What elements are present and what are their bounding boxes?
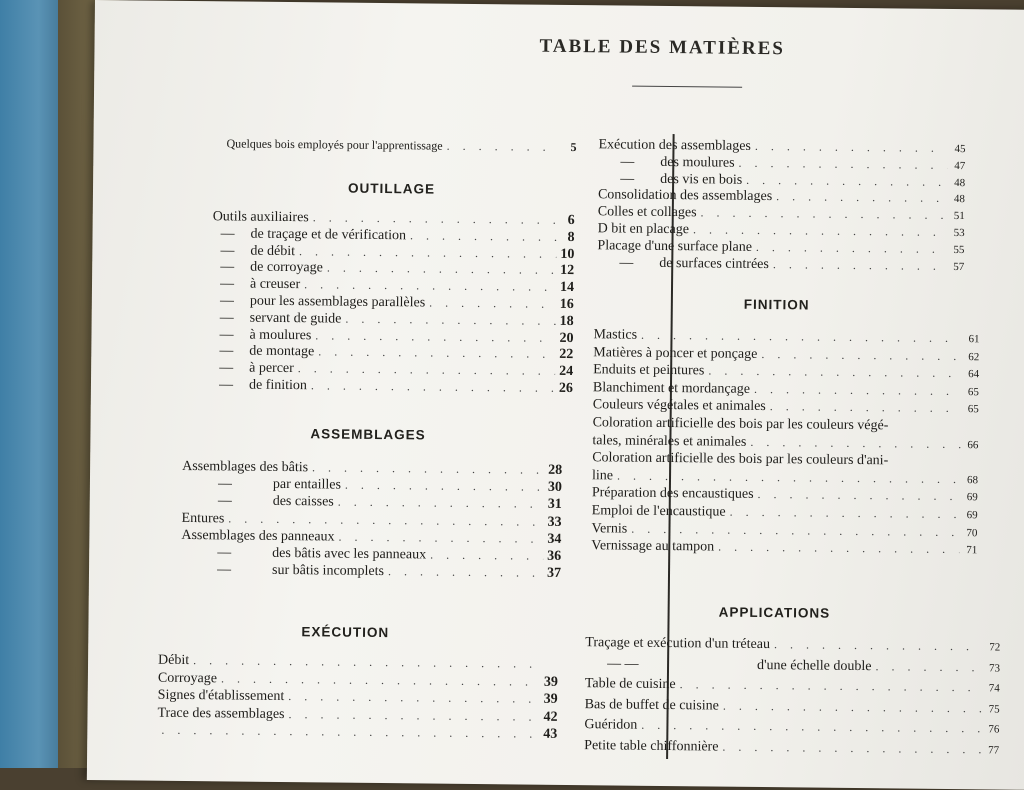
toc-entry-label: de surfaces cintrées [659,256,769,273]
toc-entry-label: Enduits et peintures [593,362,704,379]
toc-entry-page: 37 [547,566,561,582]
dot-leader [311,378,555,396]
dot-leader [680,677,982,695]
toc-entry-label: d'une échelle double [757,657,872,674]
dot-leader [756,240,947,257]
ditto-dash: — [220,243,250,259]
dot-leader [776,190,947,207]
toc-entry-label: Guéridon [584,717,637,734]
toc-entry [157,723,557,745]
toc-entry-label: line [592,468,613,484]
ditto-dash: — [620,171,660,187]
toc-entry-label: Coloration artificielle des bois par les couleurs végé- [593,415,889,434]
toc-entry-page: 65 [965,386,979,398]
dot-leader [761,347,961,364]
dot-leader [298,361,555,379]
dot-leader [770,399,961,416]
toc-entry-page: 68 [964,474,978,486]
toc-entry-page: 16 [560,297,574,313]
page-title: TABLE DES MATIÈRES [539,36,839,61]
toc-entry-label: Couleurs végétales et animales [593,398,766,416]
toc-entry-page: 26 [559,381,573,397]
toc-entry-label: pour les assemblages parallèles [250,294,425,312]
ditto-dash: — [220,277,250,293]
ditto-dash: — [619,255,659,271]
toc-entry-label: Assemblages des bâtis [182,459,308,476]
ditto-dash: — [219,377,249,393]
ditto-dash: — — [607,656,757,674]
toc-entry-page: 33 [547,514,561,530]
dot-leader [730,505,960,522]
dot-leader [631,521,959,539]
toc-entry [607,656,1000,678]
dot-leader [228,511,543,529]
toc-entry-label: Corroyage [158,670,217,687]
toc-entry-page: 14 [560,280,574,296]
toc-entry-label: Mastics [593,327,637,343]
dot-leader [723,698,982,716]
dot-leader [345,478,544,495]
dot-leader [641,328,962,346]
section-heading-assemblages: ASSEMBLAGES [310,426,425,442]
toc-entry-label: tales, minérales et animales [592,433,746,451]
toc-entry-label: Traçage et exécution d'un tréteau [585,635,770,653]
toc-entry-page: 66 [964,439,978,451]
toc-entry [591,538,977,560]
dot-leader [221,671,540,689]
toc-entry-page: 36 [547,549,561,565]
dot-leader [304,277,556,295]
dot-leader [193,653,540,672]
toc-entry-label: Matières à poncer et ponçage [593,345,757,363]
toc-entry-page: 20 [559,330,573,346]
toc-entry-label: par entailles [273,477,341,494]
toc-entry-label: Table de cuisine [585,676,676,693]
toc-entry [585,697,1000,719]
dot-leader [447,139,559,155]
ditto-dash: — [220,293,250,309]
toc-entry-page: 53 [951,227,965,239]
toc-entry-label: Débit [158,653,189,669]
toc-entry-page: 39 [544,674,558,690]
toc-entry [585,676,1000,698]
dot-leader [315,328,555,346]
toc-entry-page: 69 [964,492,978,504]
toc-entry-page: 42 [543,709,557,725]
toc-entry-label: Entures [181,511,224,527]
dot-leader [722,739,981,757]
toc-entry [584,738,999,760]
toc-entry-label: Signes d'établissement [158,688,285,705]
toc-entry-page: 71 [963,544,977,556]
toc-entry-label: à percer [249,361,294,377]
dot-leader [429,296,556,312]
toc-entry-page: 64 [965,368,979,380]
toc-entry-page: 8 [560,230,574,246]
dot-leader [410,228,557,245]
toc-entry-page: 51 [951,210,965,222]
toc-entry [585,635,1000,657]
toc-entry-intro [226,136,576,158]
toc-entry-page: 22 [559,347,573,363]
ditto-dash: — [620,154,660,170]
toc-entry [219,377,573,399]
dot-leader [755,139,948,156]
toc-entry-label: D bit en placage [598,221,690,238]
ditto-dash: — [219,361,249,377]
toc-entry-page: 65 [965,404,979,416]
section-heading-outillage: OUTILLAGE [348,181,435,197]
toc-entry [217,562,561,584]
dot-leader [758,487,960,504]
toc-entry-label: des bâtis avec les panneaux [272,546,426,564]
toc-entry-label: Blanchiment et mordançage [593,380,750,398]
ditto-dash: — [217,562,272,579]
ditto-dash: — [219,344,249,360]
dot-leader [313,210,557,228]
toc-entry-page: 24 [559,364,573,380]
toc-entry-page: 75 [986,703,1000,715]
toc-entry-page: 74 [986,682,1000,694]
ditto-dash: — [220,226,250,242]
toc-entry-page: 48 [951,193,965,205]
toc-entry-page: 12 [560,263,574,279]
ditto-dash: — [217,545,272,562]
dot-leader [338,495,544,512]
toc-entry-page: 5 [562,140,576,155]
dot-leader [339,529,544,546]
toc-entry-label: Bas de buffet de cuisine [585,697,719,714]
toc-entry-label: Préparation des encaustiques [592,486,754,504]
ditto-dash: — [220,260,250,276]
toc-entry-label: Coloration artificielle des bois par les couleurs d'ani- [592,450,888,469]
section-heading-applications: APPLICATIONS [719,605,831,621]
toc-entry-page: 28 [548,463,562,479]
toc-entry-page: 70 [963,527,977,539]
toc-entry-page: 34 [547,532,561,548]
toc-entry-label: Exécution des assemblages [598,137,751,155]
dot-leader [617,468,960,487]
dot-leader [388,564,543,581]
toc-entry-label: Consolidation des assemblages [598,188,772,206]
toc-entry-page: 76 [985,723,999,735]
toc-entry-label: Vernissage au tampon [591,538,714,555]
toc-entry-page: 6 [561,213,575,229]
toc-entry-label: des moulures [660,155,734,172]
toc-entry-page: 77 [985,744,999,756]
toc-entry-page: 61 [965,333,979,345]
toc-entry-label: servant de guide [250,310,342,327]
dot-leader [875,659,982,675]
ditto-dash: — [218,477,273,494]
toc-entry-label: à creuser [250,277,300,294]
toc-entry-label: Placage d'une surface plane [597,238,752,256]
toc-entry-page: 48 [951,177,965,189]
dot-leader [718,540,959,558]
toc-entry-label: de corroyage [250,260,323,277]
dot-leader [774,637,982,654]
dot-leader [641,718,981,737]
toc-entry-label: de débit [250,243,295,259]
toc-entry-page: 47 [951,160,965,172]
toc-entry-label: Trace des assemblages [157,705,284,722]
toc-entry-label: des caisses [273,494,334,511]
toc-entry-page: 73 [986,662,1000,674]
toc-entry-label: Assemblages des panneaux [181,528,334,546]
dot-leader [299,244,556,262]
toc-entry-page: 10 [560,246,574,262]
toc-entry-page: 43 [543,727,557,743]
section-heading-execution: EXÉCUTION [301,624,389,640]
toc-entry-label: Outils auxiliaires [213,209,309,226]
toc-entry-page: 72 [986,641,1000,653]
dot-leader [750,434,960,451]
dot-leader [161,723,539,742]
toc-entry-page: 55 [950,244,964,256]
dot-leader [318,345,555,362]
dot-leader [430,548,543,564]
toc-entry-label: à moulures [249,327,311,344]
toc-entry-label: Quelques bois employés pour l'apprentissage [226,136,442,153]
toc-entry [619,255,964,277]
title-rule [632,86,742,88]
dot-leader [288,707,539,725]
dot-leader [345,311,555,328]
toc-entry-label: Emploi de l'encaustique [592,503,726,520]
toc-entry-label: Petite table chiffonnière [584,738,718,755]
dot-leader [312,460,544,477]
dot-leader [700,206,946,224]
ditto-dash: — [218,494,273,511]
toc-entry-label: de finition [249,378,307,395]
ditto-dash: — [219,327,249,343]
toc-entry-label: de traçage et de vérification [250,226,406,244]
dot-leader [773,257,947,274]
toc-entry-label: sur bâtis incomplets [272,563,384,580]
toc-entry-label: Vernis [591,521,627,537]
dot-leader [288,689,540,707]
toc-entry-page: 18 [560,314,574,330]
toc-entry [584,717,999,739]
dot-leader [746,172,947,189]
toc-entry-page: 57 [950,261,964,273]
dot-leader [708,364,961,382]
toc-entry-page: 62 [965,351,979,363]
toc-entry-page: 30 [548,480,562,496]
book-page [87,0,1024,790]
dot-leader [693,222,947,240]
toc-entry-label: des vis en bois [660,172,742,189]
toc-entry-label: de montage [249,344,314,361]
toc-entry-page: 31 [548,497,562,513]
ditto-dash: — [220,310,250,326]
toc-entry-page: 69 [964,509,978,521]
dot-leader [754,382,961,399]
section-heading-finition: FINITION [744,297,810,313]
dot-leader [327,261,556,278]
dot-leader [739,156,948,173]
toc-entry-page: 39 [544,692,558,708]
toc-entry-page: 45 [951,143,965,155]
toc-entry-label: Colles et collages [598,204,697,221]
